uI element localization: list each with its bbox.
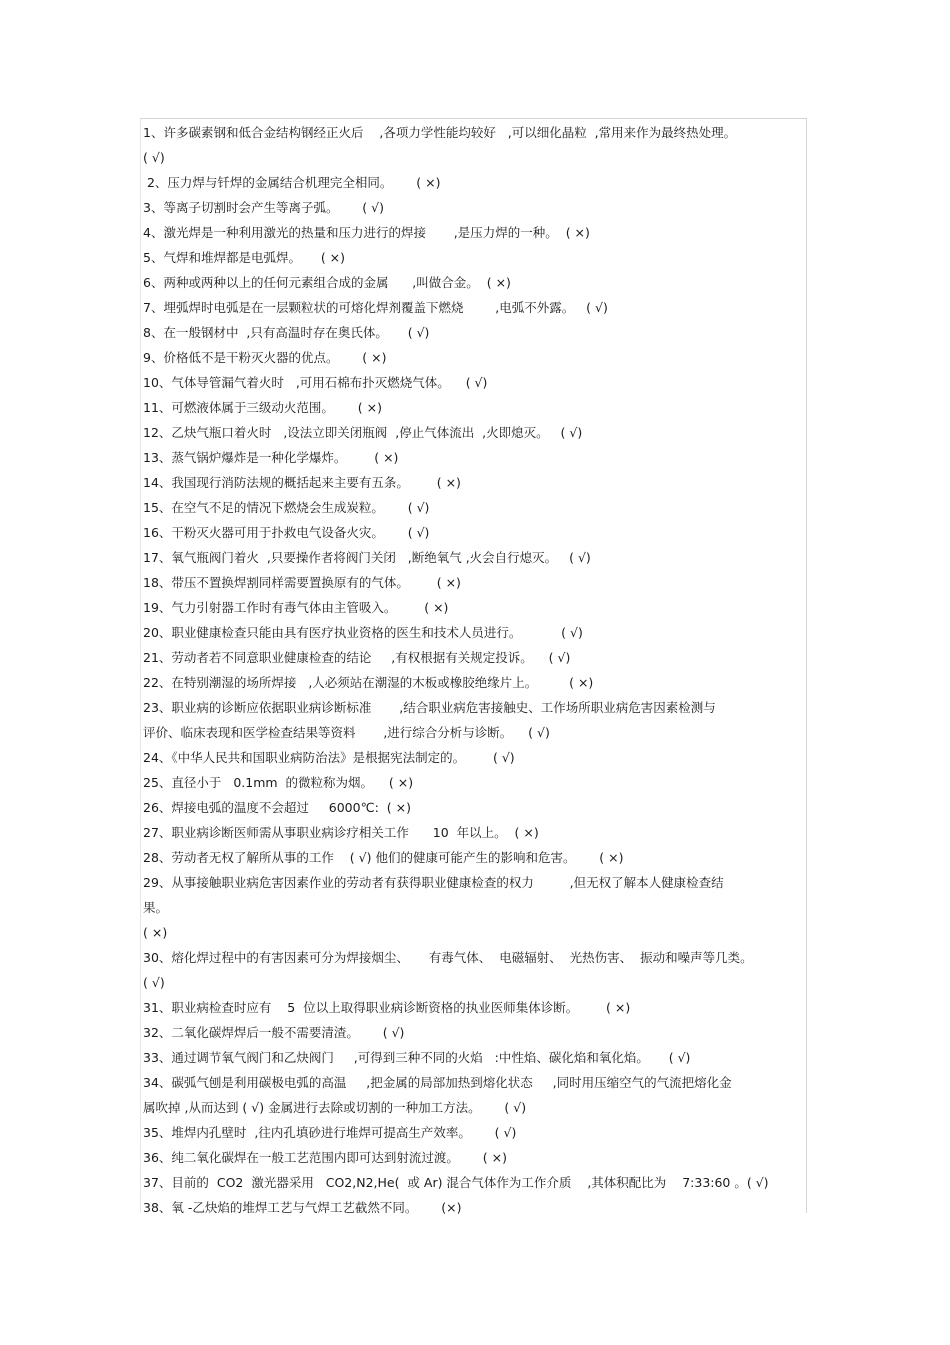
item-line: 12、乙炔气瓶口着火时 ,设法立即关闭瓶阀 ,停止气体流出 ,火即熄灭。 ( √) — [143, 425, 583, 440]
true-false-item — [143, 870, 805, 945]
true-false-item — [143, 695, 805, 745]
true-false-item — [143, 595, 805, 620]
true-false-item — [143, 320, 805, 345]
item-line: 8、在一般钢材中 ,只有高温时存在奥氏体。 ( √) — [143, 325, 430, 340]
item-line: 13、蒸气锅炉爆炸是一种化学爆炸。 ( ×) — [143, 450, 399, 465]
item-line: 4、激光焊是一种利用激光的热量和压力进行的焊接 ,是压力焊的一种。 ( ×) — [143, 225, 590, 240]
true-false-item — [143, 1145, 805, 1170]
item-line: 果。 — [143, 900, 169, 915]
true-false-item — [143, 470, 805, 495]
true-false-item — [143, 1070, 805, 1120]
item-line: 25、直径小于 0.1mm 的微粒称为烟。 ( ×) — [143, 775, 414, 790]
item-line: 22、在特别潮湿的场所焊接 ,人必须站在潮湿的木板或橡胶绝缘片上。 ( ×) — [143, 675, 594, 690]
item-line: 17、氧气瓶阀门着火 ,只要操作者将阀门关闭 ,断绝氧气 ,火会自行熄灭。 ( √) — [143, 550, 591, 565]
item-line: 14、我国现行消防法规的概括起来主要有五条。 ( ×) — [143, 475, 461, 490]
true-false-item — [143, 1020, 805, 1045]
item-line: 27、职业病诊断医师需从事职业病诊疗相关工作 10 年以上。 ( ×) — [143, 825, 539, 840]
true-false-item — [143, 570, 805, 595]
true-false-item — [143, 1170, 805, 1195]
item-line: 38、氧 -乙炔焰的堆焊工艺与气焊工艺截然不同。 (×) — [143, 1200, 462, 1215]
true-false-item — [143, 245, 805, 270]
item-line: 37、目前的 CO2 激光器采用 CO2,N2,He( 或 Ar) 混合气体作为工作介质 ,其体积配比为 7:33:60 。( √) — [143, 1175, 769, 1190]
true-false-item — [143, 1195, 805, 1220]
item-line: 36、纯二氧化碳焊在一般工艺范围内即可达到射流过渡。 ( ×) — [143, 1150, 507, 1165]
item-line: 33、通过调节氧气阀门和乙炔阀门 ,可得到三种不同的火焰 :中性焰、碳化焰和氧化焰。 ( √) — [143, 1050, 691, 1065]
true-false-item — [143, 645, 805, 670]
item-line: 24、《中华人民共和国职业病防治法》是根据宪法制定的。 ( √) — [143, 750, 515, 765]
true-false-item — [143, 395, 805, 420]
item-line: 15、在空气不足的情况下燃烧会生成炭粒。 ( √) — [143, 500, 430, 515]
true-false-item — [143, 345, 805, 370]
true-false-item — [143, 170, 805, 195]
item-line: 35、堆焊内孔壁时 ,往内孔填砂进行堆焊可提高生产效率。 ( √) — [143, 1125, 517, 1140]
true-false-item — [143, 445, 805, 470]
item-line: 20、职业健康检查只能由具有医疗执业资格的医生和技术人员进行。 ( √) — [143, 625, 583, 640]
true-false-item — [143, 370, 805, 395]
item-line: 5、气焊和堆焊都是电弧焊。 ( ×) — [143, 250, 346, 265]
item-line: 6、两种或两种以上的任何元素组合成的金属 ,叫做合金。 ( ×) — [143, 275, 511, 290]
item-line: ( ×) — [143, 925, 168, 940]
item-line: 16、干粉灭火器可用于扑救电气设备火灾。 ( √) — [143, 525, 430, 540]
true-false-item — [143, 520, 805, 545]
true-false-item — [143, 845, 805, 870]
item-line: 19、气力引射器工作时有毒气体由主管吸入。 ( ×) — [143, 600, 449, 615]
true-false-item — [143, 745, 805, 770]
true-false-item — [143, 195, 805, 220]
true-false-item — [143, 1045, 805, 1070]
true-false-item — [143, 270, 805, 295]
item-line: 29、从事接触职业病危害因素作业的劳动者有获得职业健康检查的权力 ,但无权了解本人健康检查结 — [143, 875, 724, 890]
true-false-item — [143, 420, 805, 445]
item-line: ( √) — [143, 150, 165, 165]
item-line: 23、职业病的诊断应依据职业病诊断标准 ,结合职业病危害接触史、工作场所职业病危害因素检测与 — [143, 700, 716, 715]
item-line: 11、可燃液体属于三级动火范围。 ( ×) — [143, 400, 382, 415]
item-line: 10、气体导管漏气着火时 ,可用石棉布扑灭燃烧气体。 ( √) — [143, 375, 488, 390]
item-line: 31、职业病检查时应有 5 位以上取得职业病诊断资格的执业医师集体诊断。 ( ×) — [143, 1000, 631, 1015]
true-false-item — [143, 945, 805, 995]
item-line: 21、劳动者若不同意职业健康检查的结论 ,有权根据有关规定投诉。 ( √) — [143, 650, 571, 665]
item-line: 属吹掉 ,从而达到 ( √) 金属进行去除或切割的一种加工方法。 ( √) — [143, 1100, 527, 1115]
true-false-item — [143, 820, 805, 845]
item-line: 26、焊接电弧的温度不会超过 6000℃: ( ×) — [143, 800, 411, 815]
item-line: 34、碳弧气刨是利用碳极电弧的高温 ,把金属的局部加热到熔化状态 ,同时用压缩空气的气流把熔化金 — [143, 1075, 732, 1090]
true-false-item — [143, 545, 805, 570]
true-false-item — [143, 795, 805, 820]
item-line: 28、劳动者无权了解所从事的工作 ( √) 他们的健康可能产生的影响和危害。 ( ×) — [143, 850, 624, 865]
item-line: 3、等离子切割时会产生等离子弧。 ( √) — [143, 200, 384, 215]
true-false-item — [143, 120, 805, 170]
item-line: 30、熔化焊过程中的有害因素可分为焊接烟尘、 有毒气体、 电磁辐射、 光热伤害、 振动和噪声等几类。 — [143, 950, 753, 965]
item-line: 评价、临床表现和医学检查结果等资料 ,进行综合分析与诊断。 ( √) — [143, 725, 550, 740]
item-line: 7、埋弧焊时电弧是在一层颗粒状的可熔化焊剂覆盖下燃烧 ,电弧不外露。 ( √) — [143, 300, 608, 315]
item-line: 2、压力焊与钎焊的金属结合机理完全相同。 ( ×) — [143, 175, 441, 190]
true-false-item — [143, 1120, 805, 1145]
true-false-item — [143, 670, 805, 695]
true-false-item — [143, 220, 805, 245]
true-false-item — [143, 995, 805, 1020]
item-line: ( √) — [143, 975, 165, 990]
true-false-item — [143, 770, 805, 795]
true-false-item — [143, 620, 805, 645]
question-list — [143, 120, 805, 1220]
true-false-item — [143, 495, 805, 520]
item-line: 1、许多碳素钢和低合金结构钢经正火后 ,各项力学性能均较好 ,可以细化晶粒 ,常用来作为最终热处理。 — [143, 125, 737, 140]
item-line: 18、带压不置换焊割同样需要置换原有的气体。 ( ×) — [143, 575, 461, 590]
true-false-item — [143, 295, 805, 320]
item-line: 32、二氧化碳焊焊后一般不需要清渣。 ( √) — [143, 1025, 405, 1040]
item-line: 9、价格低不是干粉灭火器的优点。 ( ×) — [143, 350, 387, 365]
